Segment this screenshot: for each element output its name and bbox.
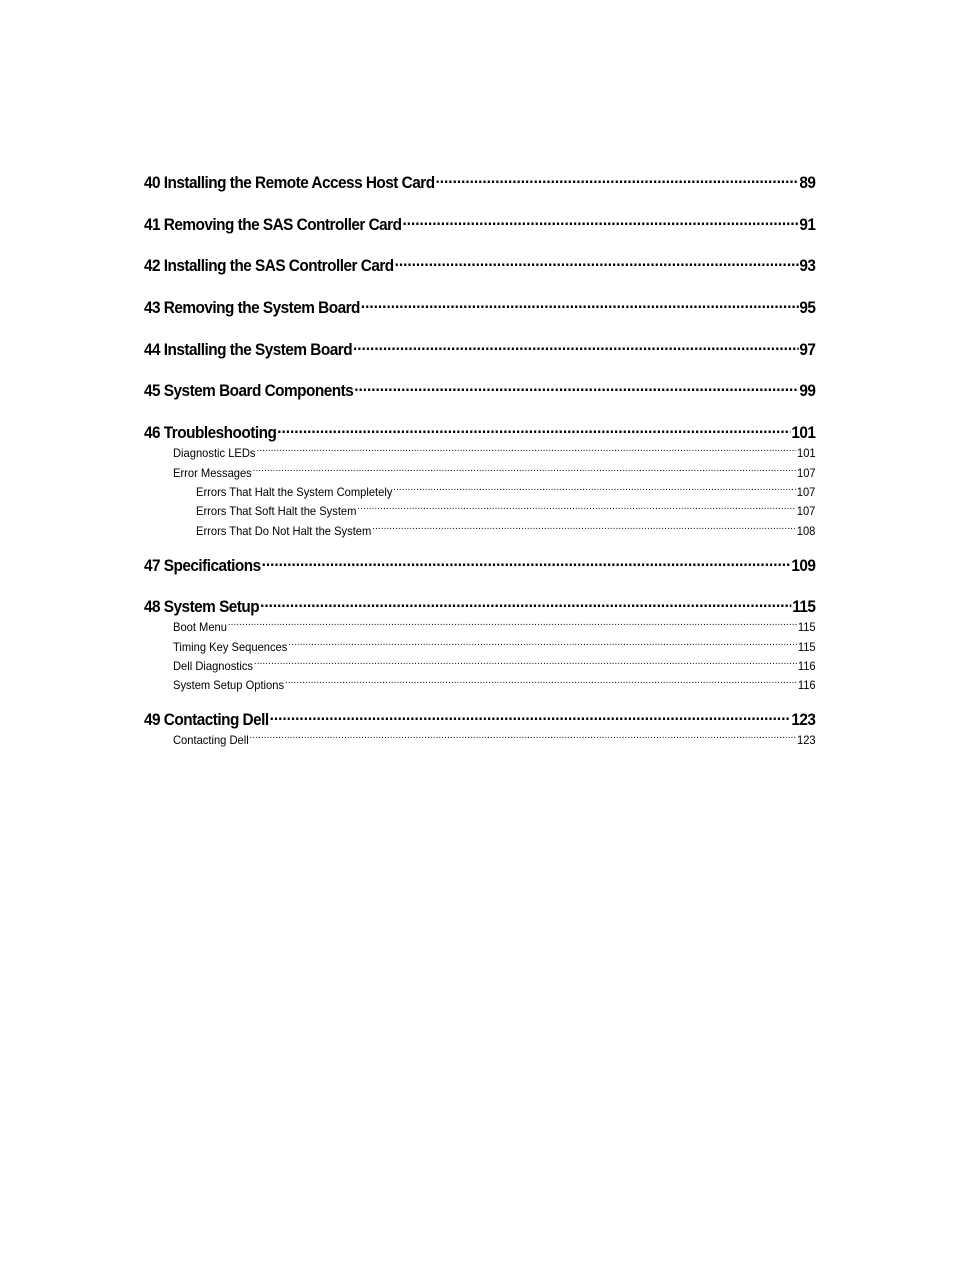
toc-entry-title: 49 Contacting Dell <box>144 711 269 730</box>
toc-dot-leader <box>372 519 796 535</box>
toc-entry-title: 48 System Setup <box>144 598 260 617</box>
toc-entry-title: 43 Removing the System Board <box>144 299 360 318</box>
toc-dot-leader <box>402 210 798 230</box>
toc-entry-page-number: 101 <box>791 424 816 443</box>
toc-chapter-entry[interactable] <box>144 592 816 617</box>
toc-dot-leader <box>361 293 799 313</box>
toc-entry-page-number: 107 <box>796 504 816 519</box>
toc-entry-title: Contacting Dell <box>173 733 249 748</box>
toc-entry-title: 40 Installing the Remote Access Host Card <box>144 174 435 192</box>
toc-dot-leader <box>288 635 797 651</box>
toc-entry-page-number: 91 <box>799 215 816 234</box>
toc-dot-leader <box>285 673 797 689</box>
toc-entry-page-number: 116 <box>797 659 816 674</box>
toc-chapter-entry[interactable] <box>144 376 816 401</box>
toc-dot-leader <box>228 615 797 631</box>
toc-entry-page-number: 116 <box>797 678 816 693</box>
toc-chapter-entry[interactable] <box>144 168 816 192</box>
toc-dot-leader <box>262 551 791 571</box>
toc-chapter-entry[interactable] <box>144 418 816 443</box>
toc-chapter-entry[interactable] <box>144 335 816 359</box>
toc-chapter-entry[interactable] <box>144 551 816 575</box>
toc-entry-page-number: 101 <box>797 446 816 461</box>
toc-dot-leader <box>357 499 795 515</box>
toc-spacer <box>144 538 816 551</box>
toc-dot-leader <box>250 728 796 744</box>
toc-section-entry[interactable] <box>196 499 816 519</box>
toc-section-entry[interactable] <box>173 728 816 748</box>
toc-entry-page-number: 95 <box>799 299 816 318</box>
toc-dot-leader <box>353 335 798 355</box>
toc-entry-page-number: 107 <box>796 484 816 499</box>
toc-entry-page-number: 93 <box>799 257 816 276</box>
toc-entry-title: 42 Installing the SAS Controller Card <box>144 257 394 276</box>
toc-dot-leader <box>260 592 791 612</box>
toc-entry-page-number: 123 <box>797 733 816 748</box>
toc-entry-page-number: 123 <box>791 711 816 730</box>
toc-entry-page-number: 107 <box>797 465 816 480</box>
toc-entry-title: Boot Menu <box>173 620 227 635</box>
toc-chapter-entry[interactable] <box>144 210 816 234</box>
toc-chapter-entry[interactable] <box>144 251 816 276</box>
toc-section-entry[interactable] <box>173 461 816 480</box>
toc-dot-leader <box>270 705 791 725</box>
toc-entry-page-number: 108 <box>796 523 816 538</box>
toc-dot-leader <box>393 480 795 496</box>
toc-entry-title: Errors That Soft Halt the System <box>196 504 357 519</box>
toc-section-entry[interactable] <box>196 519 816 538</box>
toc-entry-title: Timing Key Sequences <box>173 639 288 654</box>
table-of-contents <box>144 168 816 748</box>
toc-entry-title: Dell Diagnostics <box>173 659 254 674</box>
toc-entry-title: System Setup Options <box>173 678 285 693</box>
toc-entry-title: 44 Installing the System Board <box>144 340 353 359</box>
toc-dot-leader <box>254 654 797 670</box>
toc-entry-page-number: 115 <box>797 639 816 654</box>
toc-entry-page-number: 115 <box>797 620 816 635</box>
toc-entry-title: 45 System Board Components <box>144 382 354 401</box>
toc-dot-leader <box>256 441 796 457</box>
toc-entry-page-number: 115 <box>792 598 816 617</box>
toc-entry-title: 46 Troubleshooting <box>144 424 277 443</box>
toc-entry-title: 41 Removing the SAS Controller Card <box>144 215 402 234</box>
toc-entry-title: Errors That Halt the System Completely <box>196 484 393 499</box>
toc-entry-page-number: 109 <box>791 556 816 575</box>
toc-dot-leader <box>436 168 799 188</box>
toc-dot-leader <box>354 376 798 396</box>
toc-entry-page-number: 99 <box>799 382 816 401</box>
toc-dot-leader <box>253 461 796 477</box>
toc-entry-title: 47 Specifications <box>144 556 261 575</box>
toc-entry-title: Errors That Do Not Halt the System <box>196 523 372 538</box>
toc-section-entry[interactable] <box>173 654 816 674</box>
toc-entry-page-number: 89 <box>799 174 816 192</box>
toc-dot-leader <box>395 251 799 271</box>
toc-spacer <box>144 693 816 706</box>
toc-section-entry[interactable] <box>173 615 816 635</box>
toc-entry-title: Diagnostic LEDs <box>173 446 256 461</box>
toc-chapter-entry[interactable] <box>144 293 816 318</box>
toc-dot-leader <box>277 418 790 438</box>
toc-section-entry[interactable] <box>173 635 816 654</box>
toc-section-entry[interactable] <box>173 441 816 461</box>
toc-chapter-entry[interactable] <box>144 705 816 730</box>
toc-section-entry[interactable] <box>173 673 816 693</box>
toc-entry-title: Error Messages <box>173 465 252 480</box>
toc-entry-page-number: 97 <box>799 340 816 359</box>
toc-section-entry[interactable] <box>196 480 816 499</box>
